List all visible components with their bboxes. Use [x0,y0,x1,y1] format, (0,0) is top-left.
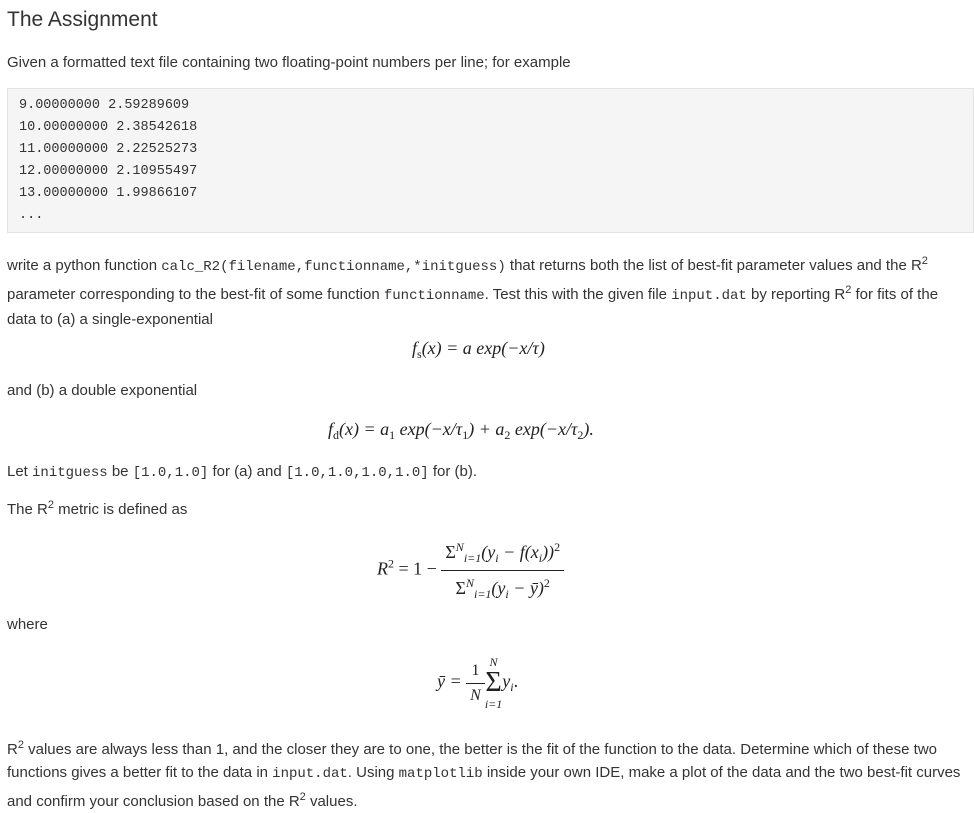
sum-upper: N [489,655,498,669]
subscript: i [510,680,514,695]
math-symbol: y [502,671,511,692]
code-line: ... [19,208,44,223]
code-line: 12.00000000 2.10955497 [19,164,198,179]
equation-double-exponential [328,418,594,447]
sum-lower: i=1 [473,587,492,601]
r2-definition-paragraph [7,494,967,521]
fraction-numerator [441,535,564,571]
conclusion-paragraph [7,734,967,813]
math-text: ) + a [468,419,505,439]
inline-code: matplotlib [398,766,483,782]
text: Let [7,463,33,480]
superscript: 2 [554,540,561,554]
text: that returns both the list of best-fit parameter values and the R [505,257,922,274]
text: The R [7,501,48,518]
math-symbol: f [328,419,334,439]
text: be [107,463,133,480]
text: parameter corresponding to the best-fit of some function [7,286,384,303]
fraction-denominator: N [470,686,481,704]
subscript: 1 [389,428,396,442]
text: inside your own IDE, make a plot of the data and the two best-fit curves and confirm your conclusion based on the R [7,764,961,810]
inline-code: input.dat [671,288,747,304]
code-line: 11.00000000 2.22525273 [19,142,198,157]
text: values. [305,793,358,810]
math-text: − f(x [498,542,539,562]
text: R [7,741,18,758]
math-text: − ȳ) [508,578,544,598]
code-line: 10.00000000 2.38542618 [19,120,198,135]
superscript: 2 [388,556,394,571]
sum-upper: N [455,540,464,554]
inline-code: input.dat [272,766,348,782]
math-symbol: f [412,338,418,358]
subscript: 2 [504,428,511,442]
initguess-paragraph [7,460,967,485]
inline-code: calc_R2(filename,functionname,*initguess) [161,259,506,275]
example-code-block[interactable] [7,88,974,233]
text: values are always less than 1, and the closer they are to one, the better is the fit of the function to the data. Determine which of these two functions gives a better fit to the data in [7,741,937,781]
text: for (b). [428,463,478,480]
sum-lower: i=1 [484,697,503,711]
fraction-numerator: 1 [466,659,485,684]
subscript: d [333,428,340,442]
math-text: )) [542,542,555,562]
text: for (a) and [208,463,286,480]
text: metric is defined as [53,501,188,518]
text: . Using [347,764,399,781]
math-text: (x) = a exp(−x/τ) [421,338,545,358]
superscript: 2 [543,576,550,590]
inline-code: [1.0,1.0,1.0,1.0] [285,465,429,481]
superscript: 2 [47,499,54,511]
text: for fits of the data to (a) a single-exponential [7,286,939,328]
subscript: 2 [577,428,584,442]
fraction-denominator [441,571,564,606]
math-text: exp(−x/τ [510,419,578,439]
math-text: (y [491,578,506,598]
inline-code: [1.0,1.0] [132,465,209,481]
mean-fraction [466,659,485,708]
task-paragraph [7,250,967,331]
sum-symbol: Σ [455,578,466,598]
subscript: 1 [462,428,469,442]
superscript: 2 [299,791,306,803]
intro-paragraph: Given a formatted text file containing two floating-point numbers per line; for example [7,54,571,71]
r2-fraction [441,535,564,606]
math-text: . [513,671,519,692]
sum-symbol: Σ [485,667,502,698]
page-title: The Assignment [7,8,158,31]
subscript: i [538,551,543,565]
superscript: 2 [921,255,928,267]
text: . Test this with the given file [484,286,672,303]
code-line: 13.00000000 1.99866107 [19,186,198,201]
math-text: (y [481,542,496,562]
superscript: 2 [845,284,852,296]
inline-code: initguess [32,465,108,481]
math-text: (x) = a [339,419,390,439]
subscript: s [417,347,422,361]
math-text: exp(−x/τ [395,419,463,439]
text: write a python function [7,257,162,274]
subscript: i [505,587,509,601]
math-text: = 1 − [394,558,442,579]
subscript: i [495,551,499,565]
text: by reporting R [746,286,846,303]
math-text: ȳ = [437,671,467,692]
equation-r-squared [377,535,564,606]
math-symbol: R [377,558,388,579]
sum-lower: i=1 [463,551,482,565]
math-text: ). [583,419,594,439]
code-line: 9.00000000 2.59289609 [19,98,190,113]
superscript: 2 [17,739,24,751]
equation-single-exponential [412,337,545,366]
sum-upper: N [465,576,474,590]
double-exp-paragraph: and (b) a double exponential [7,382,198,399]
sum-stack [485,655,502,711]
where-paragraph: where [7,616,48,633]
inline-code: functionname [383,288,485,304]
equation-mean [437,655,518,711]
sum-symbol: Σ [445,542,456,562]
